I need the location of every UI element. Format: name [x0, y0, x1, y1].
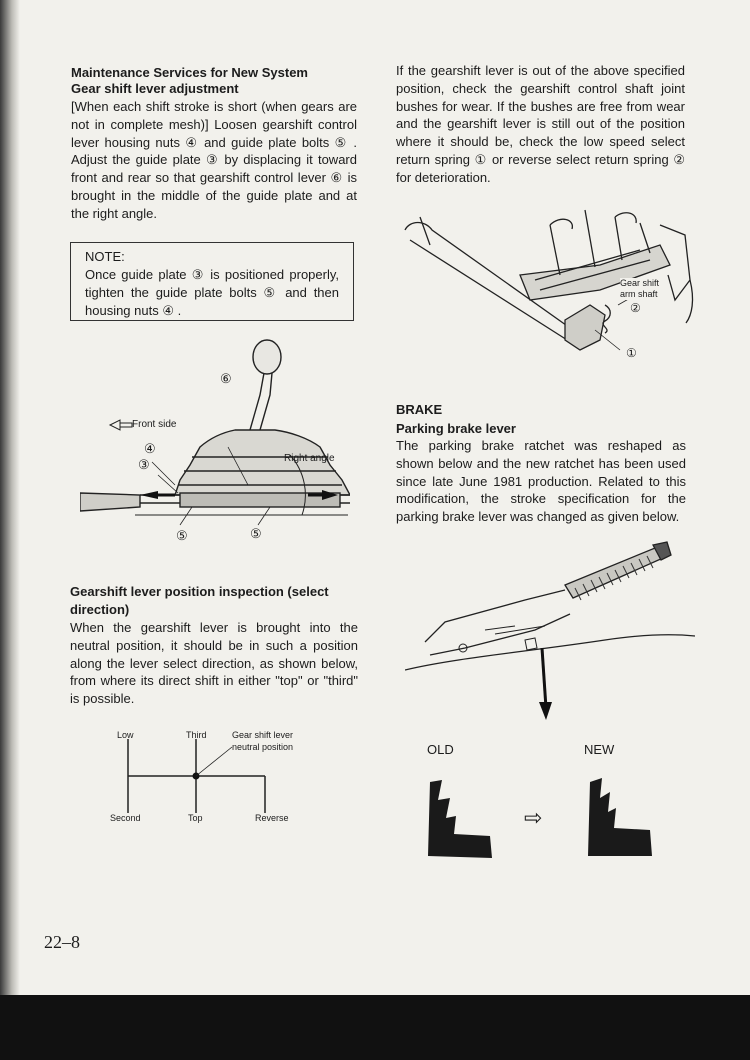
adjustment-paragraph: [When each shift stroke is short (when gears are not in complete mesh)] Loosen gearshift control lever housing nuts ④ and guide plate bolts ⑤ . Adjust the guide plate ③ by displacing it toward front and rear so that gearshift control lever ⑥ is brought in the middle of the guide plate and at the right angle.	[71, 99, 357, 221]
neutral-label-line1: Gear shift lever	[232, 730, 294, 740]
subsection-title: Gear shift lever adjustment	[71, 81, 239, 96]
gearshift-lever-figure	[80, 335, 350, 550]
callout-6: ⑥	[220, 371, 232, 386]
parking-brake-drawing	[405, 530, 695, 720]
page-number: 22–8	[44, 932, 80, 952]
old-ratchet-drawing	[420, 770, 510, 860]
reverse-label: Reverse	[255, 813, 289, 823]
neutral-label-line2: neutral position	[232, 742, 294, 752]
section-title: Maintenance Services for New System	[71, 65, 308, 80]
front-side-label: Front side	[132, 419, 177, 430]
second-label: Second	[110, 813, 141, 823]
callout-3: ③	[138, 457, 150, 472]
page-binding-shadow	[0, 0, 20, 995]
right-angle-label: Right angle	[284, 453, 335, 464]
callout-1: ①	[626, 346, 637, 360]
callout-4: ④	[144, 441, 156, 456]
top-label: Top	[188, 813, 203, 823]
gear-shift-arm-label-line2: arm shaft	[620, 289, 658, 299]
callout-5-left: ⑤	[176, 528, 188, 543]
inspection-paragraph: When the gearshift lever is brought into the neutral position, it should be in such a position along the lever select direction, as shown below, from where its direct shift in either "top" or "third" is possible.	[70, 620, 358, 707]
gear-shift-arm-label-line1: Gear shift	[620, 278, 660, 288]
brake-subtitle: Parking brake lever	[396, 421, 516, 436]
bleed-through	[360, 70, 380, 110]
third-label: Third	[186, 730, 207, 740]
gearshift-lever-drawing	[80, 335, 350, 550]
scan-bottom-edge	[0, 995, 750, 1060]
new-ratchet-figure	[582, 770, 672, 860]
shift-pattern-figure	[110, 725, 310, 830]
note-box	[70, 242, 354, 321]
note-title: NOTE:	[85, 249, 125, 264]
parking-brake-figure	[405, 530, 695, 720]
new-label: NEW	[584, 742, 615, 757]
new-ratchet-drawing	[582, 770, 672, 860]
inspection-title: Gearshift lever position inspection (select direction)	[70, 584, 329, 617]
low-label: Low	[117, 730, 134, 740]
brake-paragraph: The parking brake ratchet was reshaped as shown below and the new ratchet has been used since late June 1981 production. Related to this modification, the stroke specification for the parking brake lever was changed as given below.	[396, 438, 686, 525]
callout-2: ②	[630, 301, 641, 315]
old-ratchet-figure	[420, 770, 510, 860]
old-to-new-arrow: ⇨	[524, 805, 543, 830]
gear-shift-arm-label	[620, 278, 659, 300]
callout-5-right: ⑤	[250, 526, 262, 541]
note-text: Once guide plate ③ is positioned properly, tighten the guide plate bolts ⑤ and then housing nuts ④ .	[85, 267, 339, 318]
shift-shaft-figure	[400, 205, 700, 370]
brake-title: BRAKE	[396, 402, 443, 417]
old-label: OLD	[427, 742, 454, 757]
bush-check-paragraph: If the gearshift lever is out of the above specified position, check the gearshift control shaft joint bushes for wear. If the bushes are free from wear and the gearshift lever is still out of the position where it should be, check the low speed select return spring ① or reverse select return spring ② for deterioration.	[396, 63, 685, 185]
